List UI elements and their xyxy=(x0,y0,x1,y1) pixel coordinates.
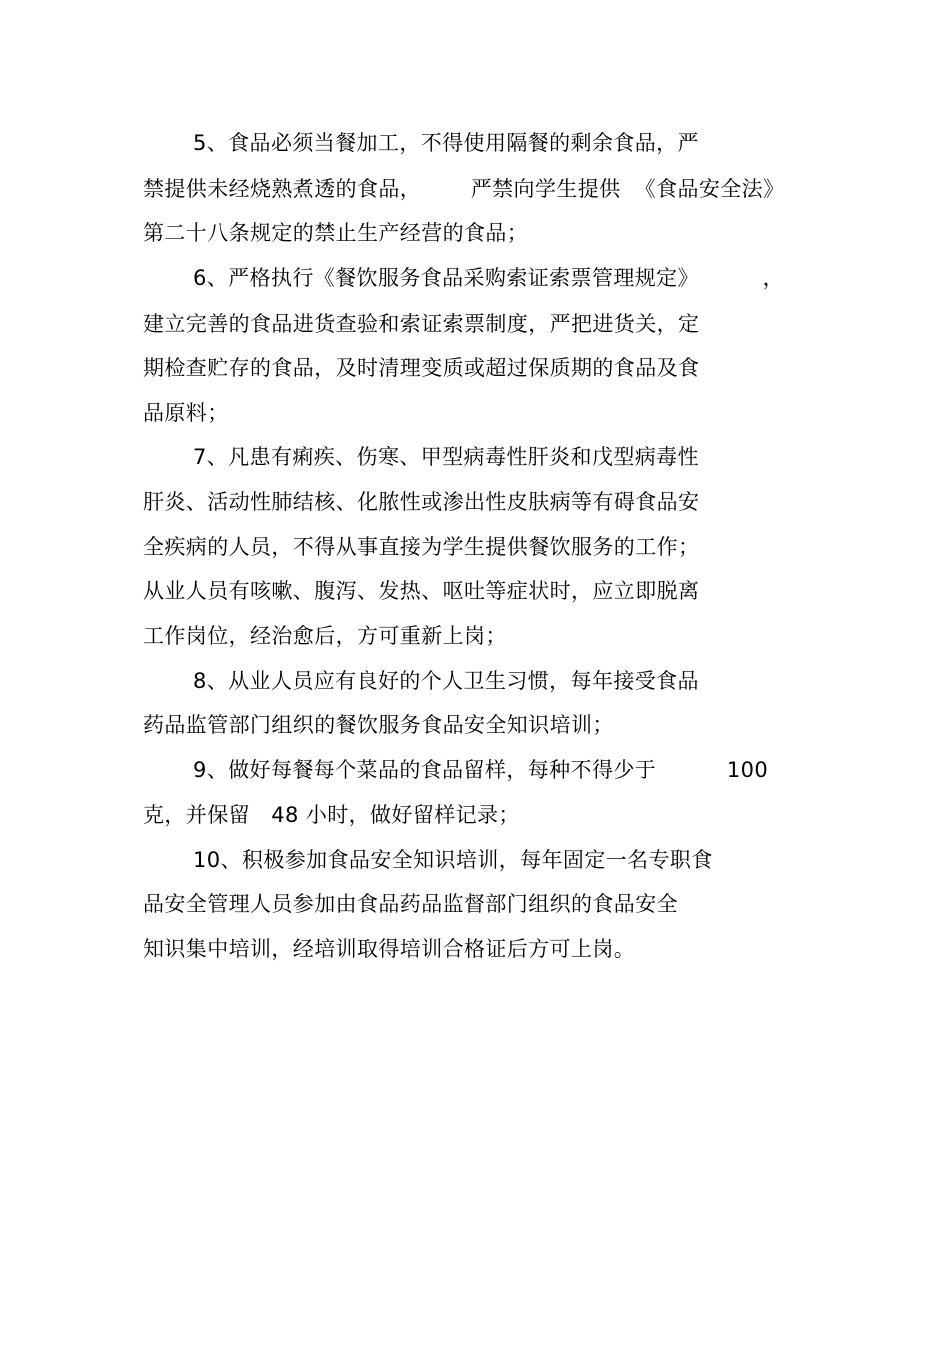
paragraph-5-line-2: 禁提供未经烧熟煮透的食品， 严禁向学生提供 《食品安全法》 xyxy=(143,177,785,201)
paragraph-10-line-3: 知识集中培训，经培训取得培训合格证后方可上岗。 xyxy=(143,937,636,961)
paragraph-7-line-4: 从业人员有咳嗽、腹泻、发热、呕吐等症状时，应立即脱离 xyxy=(143,579,700,603)
paragraph-6-line-4: 品原料； xyxy=(143,401,229,425)
paragraph-7-line-2: 肝炎、活动性肺结核、化脓性或渗出性皮肤病等有碍食品安 xyxy=(143,490,700,514)
paragraph-6-line-1: 6、严格执行《餐饮服务食品采购索证索票管理规定》 ， xyxy=(193,266,785,290)
paragraph-5-line-3: 第二十八条规定的禁止生产经营的食品； xyxy=(143,221,529,245)
paragraph-7-line-1: 7、凡患有痢疾、伤寒、甲型病毒性肝炎和戊型病毒性 xyxy=(193,445,699,469)
paragraph-10-line-2: 品安全管理人员参加由食品药品监督部门组织的食品安全 xyxy=(143,892,678,916)
paragraph-9-line-2: 克，并保留 48 小时，做好留样记录； xyxy=(143,803,520,827)
paragraph-6-line-2: 建立完善的食品进货查验和索证索票制度，严把进货关，定 xyxy=(143,312,700,336)
paragraph-7-line-5: 工作岗位，经治愈后，方可重新上岗； xyxy=(143,624,507,648)
paragraph-8-line-2: 药品监管部门组织的餐饮服务食品安全知识培训； xyxy=(143,713,614,737)
paragraph-9-line-1: 9、做好每餐每个菜品的食品留样，每种不得少于 100 xyxy=(193,758,769,782)
paragraph-5-line-1: 5、食品必须当餐加工，不得使用隔餐的剩余食品，严 xyxy=(193,131,699,155)
paragraph-6-line-3: 期检查贮存的食品，及时清理变质或超过保质期的食品及食 xyxy=(143,356,700,380)
paragraph-10-line-1: 10、积极参加食品安全知识培训，每年固定一名专职食 xyxy=(193,848,713,872)
paragraph-8-line-1: 8、从业人员应有良好的个人卫生习惯，每年接受食品 xyxy=(193,669,699,693)
paragraph-7-line-3: 全疾病的人员，不得从事直接为学生提供餐饮服务的工作； xyxy=(143,535,700,559)
